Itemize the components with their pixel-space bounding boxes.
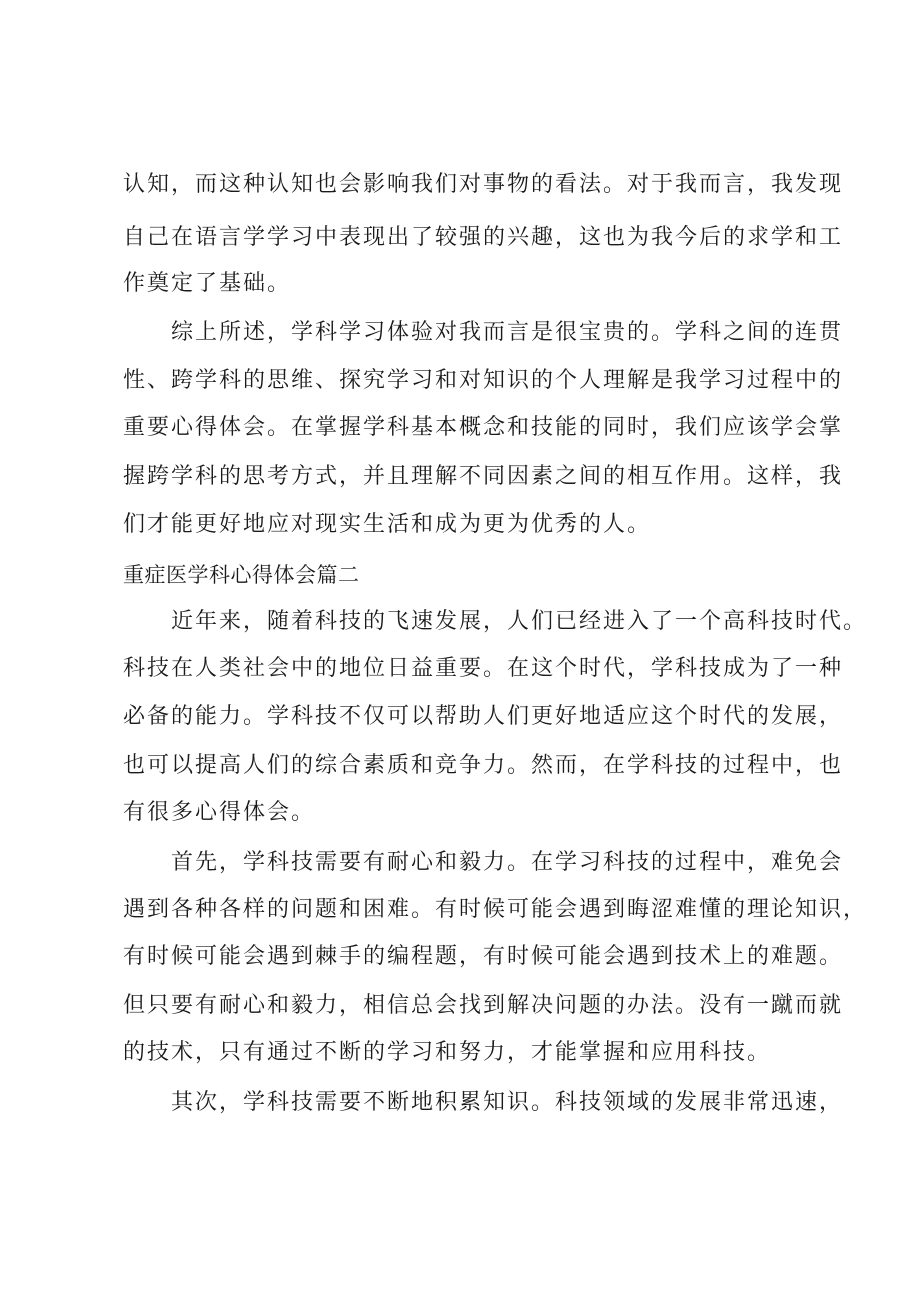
text-line: 认知，而这种认知也会影响我们对事物的看法。对于我而言，我发现 [123, 172, 844, 197]
text-line: 重要心得体会。在掌握学科基本概念和技能的同时，我们应该学会掌 [123, 415, 844, 440]
text-line: 其次，学科技需要不断地积累知识。科技领域的发展非常迅速， [123, 1090, 844, 1115]
text-line: 遇到各种各样的问题和困难。有时候可能会遇到晦涩难懂的理论知识， [123, 897, 868, 922]
text-line: 有很多心得体会。 [123, 800, 316, 825]
text-line: 综上所述，学科学习体验对我而言是很宝贵的。学科之间的连贯 [123, 320, 844, 345]
text-line: 科技在人类社会中的地位日益重要。在这个时代，学科技成为了一种 [123, 656, 844, 681]
text-line: 握跨学科的思考方式，并且理解不同因素之间的相互作用。这样，我 [123, 464, 844, 489]
text-line: 自己在语言学学习中表现出了较强的兴趣，这也为我今后的求学和工 [123, 225, 844, 250]
text-line: 们才能更好地应对现实生活和成为更为优秀的人。 [123, 512, 652, 537]
text-line: 的技术，只有通过不断的学习和努力，才能掌握和应用科技。 [123, 1040, 772, 1065]
text-line: 性、跨学科的思维、探究学习和对知识的个人理解是我学习过程中的 [123, 368, 844, 393]
text-line: 有时候可能会遇到棘手的编程题，有时候可能会遇到技术上的难题。 [123, 944, 844, 969]
text-line: 作奠定了基础。 [123, 271, 292, 296]
text-line: 也可以提高人们的综合素质和竞争力。然而，在学科技的过程中，也 [123, 753, 844, 778]
text-line: 首先，学科技需要有耐心和毅力。在学习科技的过程中，难免会 [123, 850, 844, 875]
section-heading: 重症医学科心得体会篇二 [123, 563, 360, 587]
text-line: 必备的能力。学科技不仅可以帮助人们更好地适应这个时代的发展， [123, 704, 844, 729]
text-line: 近年来，随着科技的飞速发展，人们已经进入了一个高科技时代。 [123, 609, 868, 634]
text-line: 但只要有耐心和毅力，相信总会找到解决问题的办法。没有一蹴而就 [123, 993, 844, 1018]
